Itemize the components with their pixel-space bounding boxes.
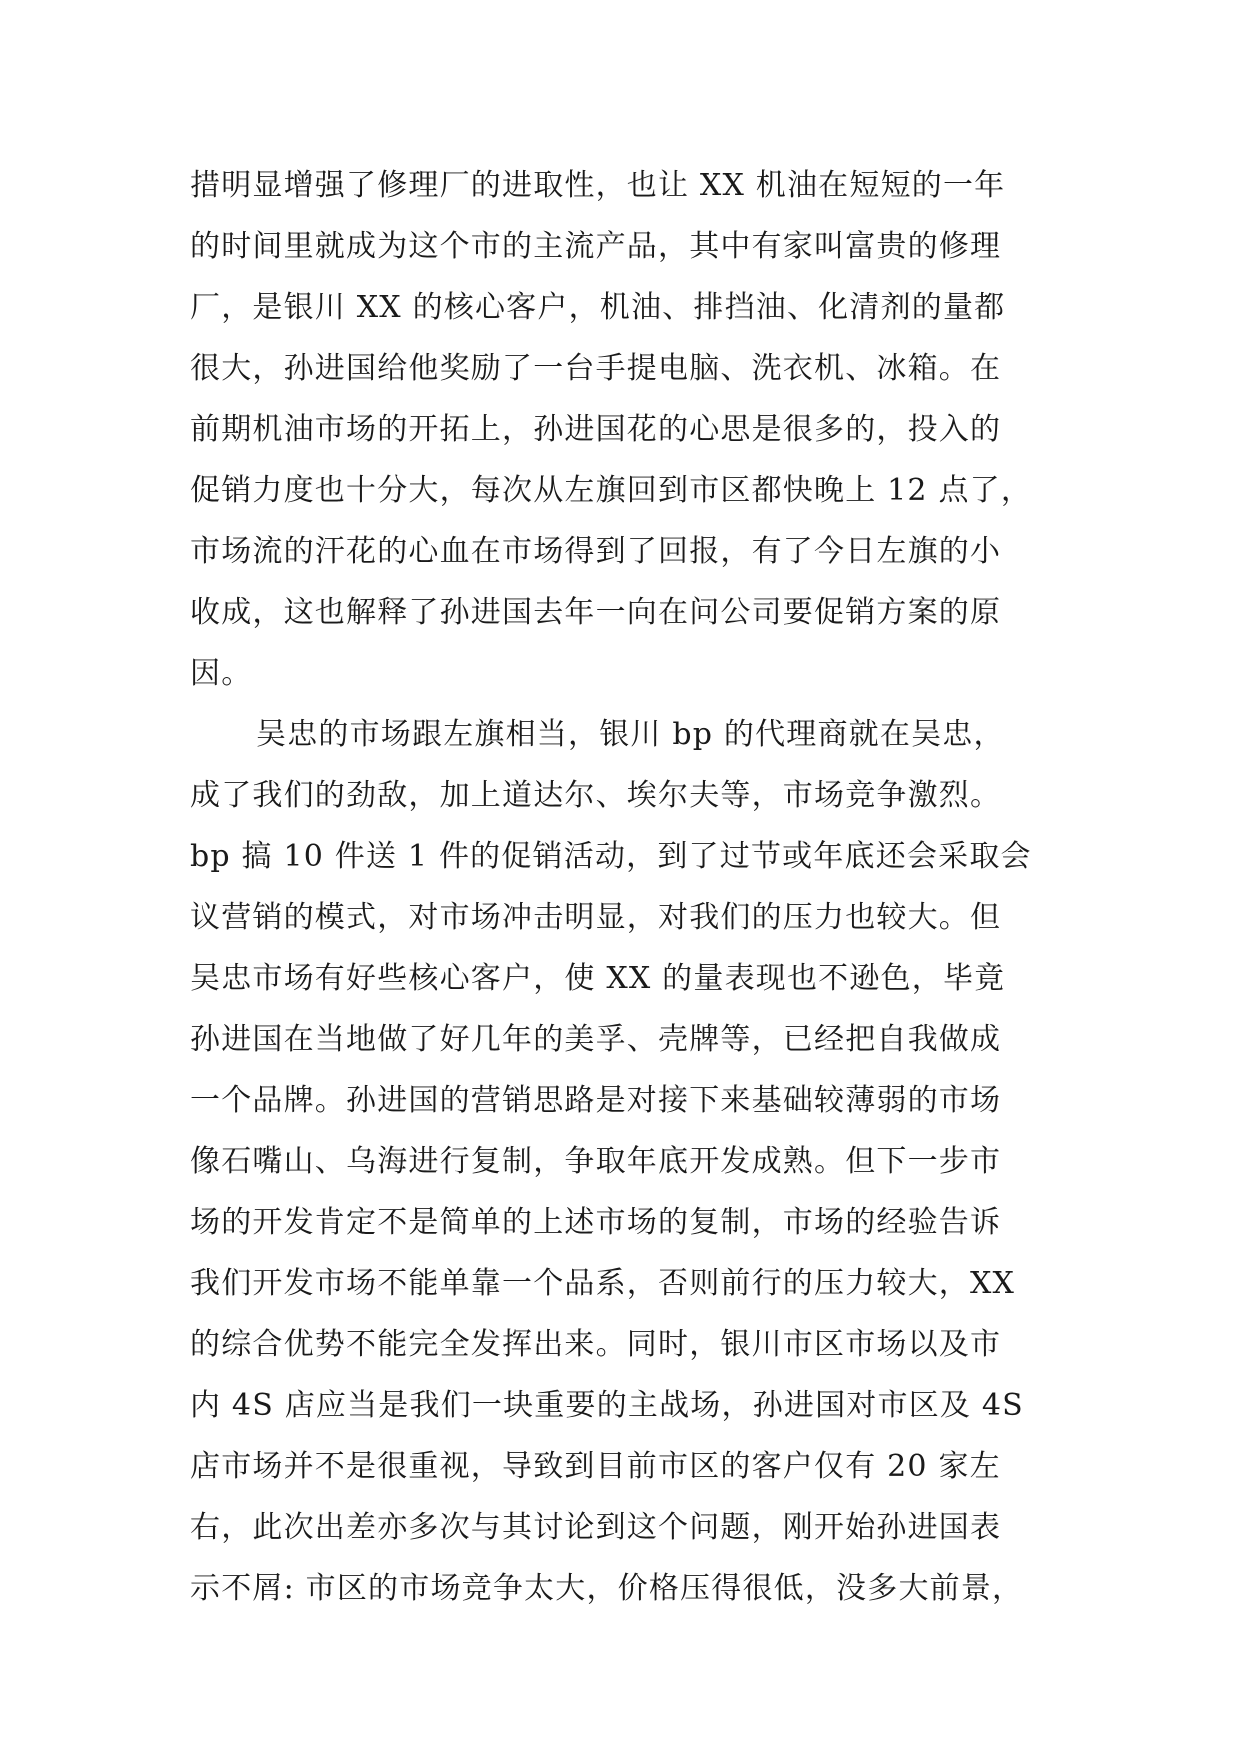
text-line: 议营销的模式，对市场冲击明显，对我们的压力也较大。但 [190, 900, 1002, 935]
text-line: 促销力度也十分大，每次从左旗回到市区都快晚上 12 点了， [190, 473, 1033, 508]
text-line: 内 4S 店应当是我们一块重要的主战场，孙进国对市区及 4S [190, 1388, 1024, 1423]
text-line: 很大，孙进国给他奖励了一台手提电脑、洗衣机、冰箱。在 [190, 351, 1002, 386]
text-line-indented: 吴忠的市场跟左旗相当，银川 bp 的代理商就在吴忠， [256, 717, 1005, 752]
text-line: 孙进国在当地做了好几年的美孚、壳牌等，已经把自我做成 [190, 1022, 1002, 1057]
text-line: 措明显增强了修理厂的进取性，也让 XX 机油在短短的一年 [190, 168, 1006, 203]
text-line: 的时间里就成为这个市的主流产品，其中有家叫富贵的修理 [190, 229, 1002, 264]
text-line: 市场流的汗花的心血在市场得到了回报，有了今日左旗的小 [190, 534, 1002, 569]
text-line: 店市场并不是很重视，导致到目前市区的客户仅有 20 家左 [190, 1449, 1001, 1484]
text-line: 像石嘴山、乌海进行复制，争取年底开发成熟。但下一步市 [190, 1144, 1002, 1179]
text-line: 因。 [190, 656, 253, 691]
paragraph-2 [190, 704, 1065, 1619]
text-line: bp 搞 10 件送 1 件的促销活动，到了过节或年底还会采取会 [190, 839, 1032, 874]
text-line: 成了我们的劲敌，加上道达尔、埃尔夫等，市场竞争激烈。 [190, 778, 1002, 813]
text-line: 的综合优势不能完全发挥出来。同时，银川市区市场以及市 [190, 1327, 1002, 1362]
text-line: 右，此次出差亦多次与其讨论到这个问题，刚开始孙进国表 [190, 1510, 1002, 1545]
body-text [190, 155, 1065, 1619]
text-line: 场的开发肯定不是简单的上述市场的复制，市场的经验告诉 [190, 1205, 1002, 1240]
text-line: 收成，这也解释了孙进国去年一向在问公司要促销方案的原 [190, 595, 1002, 630]
text-line: 厂，是银川 XX 的核心客户，机油、排挡油、化清剂的量都 [190, 290, 1006, 325]
text-line: 一个品牌。孙进国的营销思路是对接下来基础较薄弱的市场 [190, 1083, 1002, 1118]
paragraph-1 [190, 155, 1065, 704]
text-line: 吴忠市场有好些核心客户，使 XX 的量表现也不逊色，毕竟 [190, 961, 1006, 996]
text-line: 前期机油市场的开拓上，孙进国花的心思是很多的，投入的 [190, 412, 1002, 447]
text-line: 我们开发市场不能单靠一个品系，否则前行的压力较大，XX [190, 1266, 1016, 1301]
text-line: 示不屑: 市区的市场竞争太大，价格压得很低，没多大前景， [190, 1571, 1024, 1606]
